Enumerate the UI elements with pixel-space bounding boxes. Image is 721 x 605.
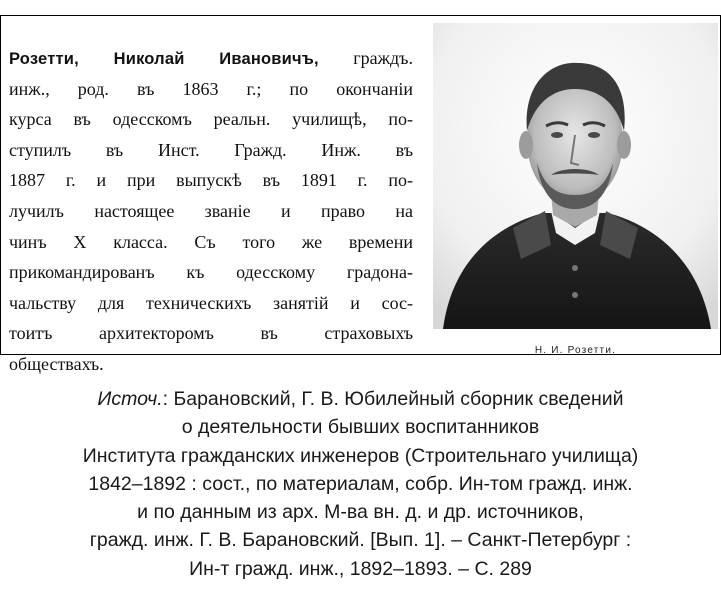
- biography-entry: [9, 43, 413, 380]
- entry-line-8: прикомандированъ къ одесскому градона-: [9, 262, 413, 283]
- source-line-5: и по данным из арх. М-ва вн. д. и др. источников,: [137, 501, 584, 524]
- entry-line-11: обществахъ.: [9, 353, 104, 374]
- person-name: Розетти, Николай Ивановичъ,: [9, 50, 319, 68]
- source-line-6: гражд. инж. Г. В. Барановский. [Вып. 1]. – Санкт-Петербург :: [89, 529, 632, 552]
- document-page: [0, 15, 721, 374]
- entry-line-4: ступилъ въ Инст. Гражд. Инж. въ: [9, 139, 413, 160]
- entry-line-6: лучилъ настоящее званіе и право на: [9, 200, 413, 221]
- source-line-3: Института гражданских инженеров (Строительнаго училища): [82, 444, 639, 467]
- entry-line-1: Розетти, Николай Ивановичъ, граждъ.: [9, 48, 413, 68]
- source-citation: [0, 385, 721, 583]
- portrait-caption: Н. И. Розетти.: [534, 345, 617, 356]
- entry-line-5: 1887 г. и при выпускѣ въ 1891 г. по-: [9, 170, 413, 191]
- source-label: Источ.: [97, 388, 163, 410]
- entry-line-7: чинъ X класса. Съ того же времени: [9, 231, 413, 252]
- entry-line-10: тоитъ архитекторомъ въ страховыхъ: [9, 323, 413, 344]
- entry-line-9: чальству для техническихъ занятій и сос-: [9, 292, 413, 313]
- entry-line-2: инж., род. въ 1863 г.; по окончаніи: [9, 78, 413, 99]
- source-line-1: Источ.: Барановский, Г. В. Юбилейный сборник сведений: [97, 388, 624, 410]
- portrait-photo: [433, 23, 718, 329]
- source-line-2: о деятельности бывших воспитанников: [181, 416, 540, 439]
- source-line-4: 1842–1892 : сост., по материалам, собр. Ин-том гражд. инж.: [88, 472, 633, 495]
- entry-line-3: курса въ одесскомъ реальн. училищѣ, по-: [9, 109, 413, 130]
- source-line-7: Ин-т гражд. инж., 1892–1893. – С. 289: [189, 557, 532, 580]
